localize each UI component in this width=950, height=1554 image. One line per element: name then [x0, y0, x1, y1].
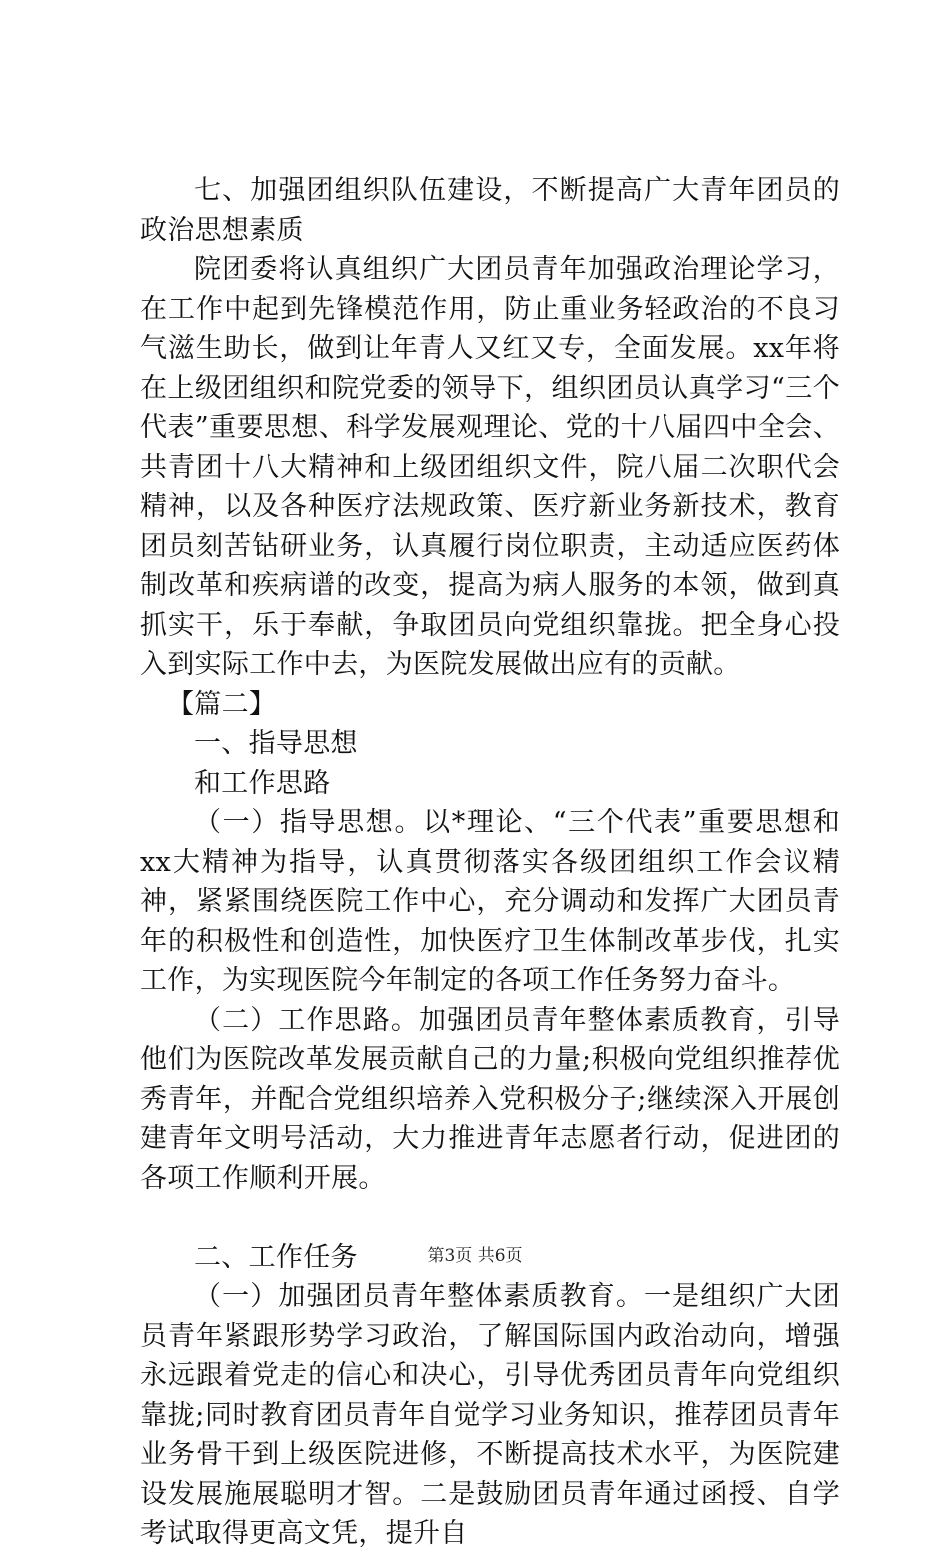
section-heading-seven: 七、加强团组织队伍建设，不断提高广大青年团员的政治思想素质	[140, 175, 840, 246]
page-number-footer: 第3页 共6页	[427, 1246, 523, 1266]
document-body	[140, 171, 840, 1554]
section-heading-guiding: 一、指导思想	[194, 728, 358, 759]
blank-line	[140, 1198, 840, 1238]
paragraph-work-approach: （二）工作思路。加强团员青年整体素质教育，引导他们为医院改革发展贡献自己的力量;积极向党组织推荐优秀青年，并配合党组织培养入党积极分子;继续深入开展创建青年文明号活动，大力推进青年志愿者行动，促进团的各项工作顺利开展。	[140, 1004, 840, 1194]
part-heading-two: 【篇二】	[167, 688, 277, 720]
paragraph-quality-education: （一）加强团员青年整体素质教育。一是组织广大团员青年紧跟形势学习政治，了解国际国内政治动向，增强永远跟着党走的信心和决心，引导优秀团员青年向党组织靠拢;同时教育团员青年自觉学习业务知识，推荐团员青年业务骨干到上级医院进修，不断提高技术水平，为医院建设发展施展聪明才智。二是鼓励团员青年通过函授、自学考试取得更高文凭，提升自	[140, 1281, 840, 1549]
paragraph-guiding-thought: （一）指导思想。以*理论、“三个代表”重要思想和xx大精神为指导，认真贯彻落实各级团组织工作会议精神，紧紧围绕医院工作中心，充分调动和发挥广大团员青年的积极性和创造性，加快医疗卫生体制改革步伐，扎实工作，为实现医院今年制定的各项工作任务努力奋斗。	[140, 807, 840, 996]
paragraph-team-study: 院团委将认真组织广大团员青年加强政治理论学习，在工作中起到先锋模范作用，防止重业务轻政治的不良习气滋生助长，做到让年青人又红又专，全面发展。xx年将在上级团组织和院党委的领导下，组织团员认真学习“三个代表”重要思想、科学发展观理论、党的十八届四中全会、共青团十八大精神和上级团组织文件，院八届二次职代会精神，以及各种医疗法规政策、医疗新业务新技术，教育团员刻苦钻研业务，认真履行岗位职责，主动适应医药体制改革和疾病谱的改变，提高为病人服务的本领，做到真抓实干，乐于奉献，争取团员向党组织靠拢。把全身心投入到实际工作中去，为医院发展做出应有的贡献。	[140, 254, 840, 680]
section-heading-guiding-cont: 和工作思路	[194, 767, 331, 799]
section-heading-tasks: 二、工作任务	[194, 1241, 358, 1273]
